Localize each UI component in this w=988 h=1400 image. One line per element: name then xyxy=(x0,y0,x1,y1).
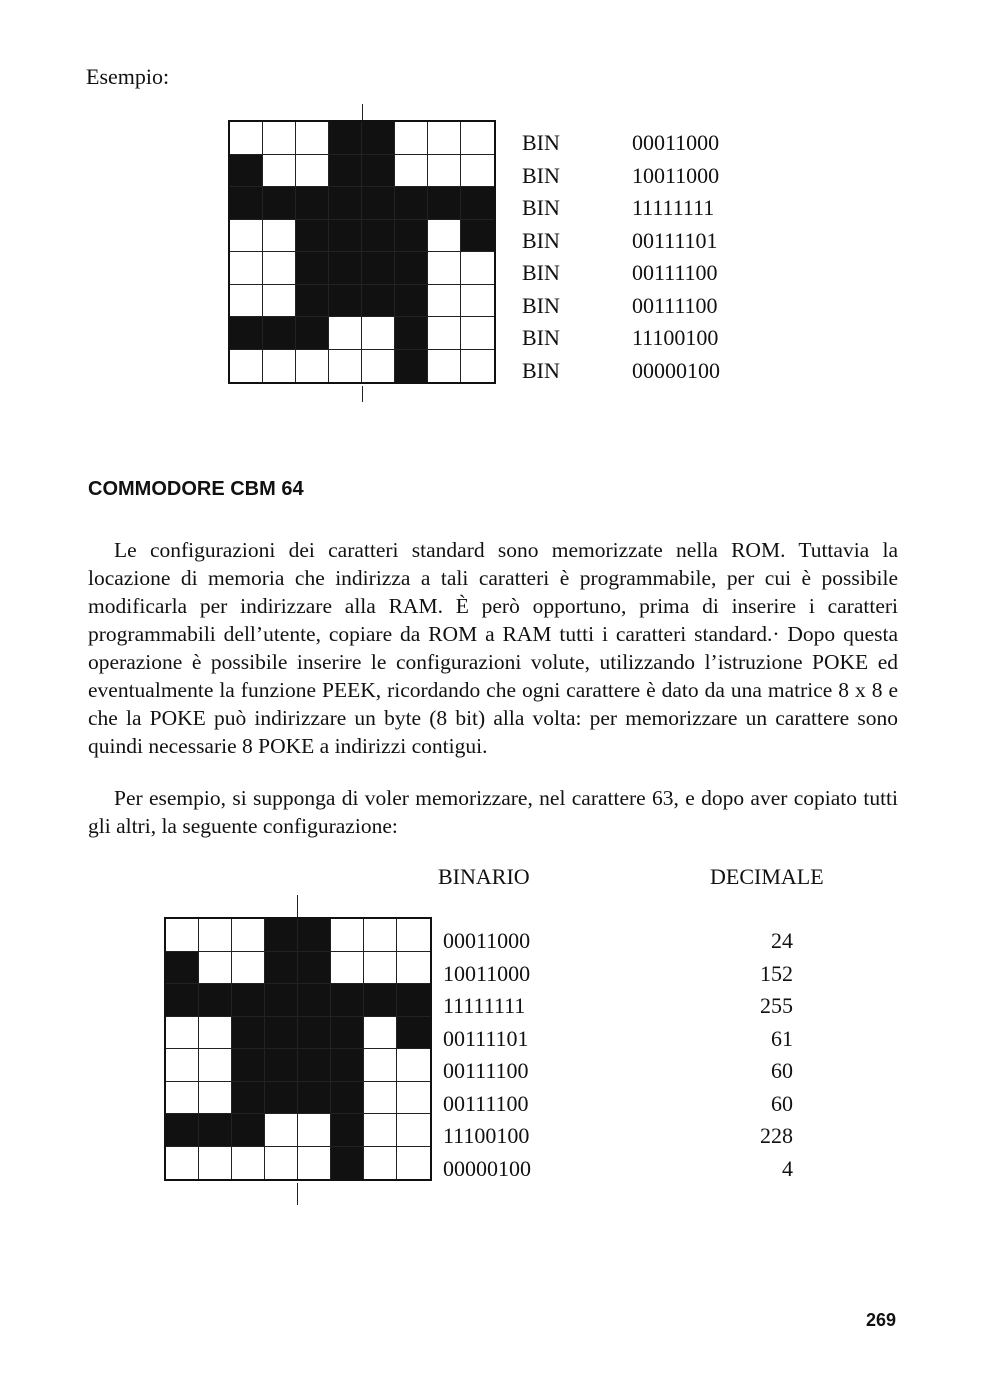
grid1-cell xyxy=(329,122,362,155)
grid2-cell xyxy=(397,1147,430,1180)
grid2-cell xyxy=(298,1114,331,1147)
grid2-cell xyxy=(232,952,265,985)
grid2-cell xyxy=(199,1147,232,1180)
grid1-cell xyxy=(263,187,296,220)
grid1-cell xyxy=(461,252,494,285)
grid1-cell xyxy=(428,252,461,285)
grid1-cell xyxy=(296,350,329,383)
paragraph-1: Le configurazioni dei caratteri standard sono memorizzate nella ROM. Tuttavia la locazione di memoria che indirizza a tali caratteri è programmabile, per cui è possibile modificarla per indirizzare alla RAM. È però opportuno, prima di inserire i caratteri programmabili dell’utente, copiare da ROM a RAM tutti i caratteri standard.· Dopo questa operazione è possibile inserire le configurazioni volute, utilizzando l’istruzione POKE ed eventualmente la funzione PEEK, ricordando che ogni carattere è dato da una matrice 8 x 8 e che la POKE può indirizzare un byte (8 bit) alla volta: per memorizzare un carattere sono quindi necessarie 8 POKE a indirizzi contigui. xyxy=(88,538,898,758)
grid2-cell xyxy=(397,1114,430,1147)
grid1-cell xyxy=(428,187,461,220)
bin-label: BIN xyxy=(522,162,560,188)
grid1-cell xyxy=(362,220,395,253)
grid2-cell xyxy=(232,984,265,1017)
grid1-cell xyxy=(395,122,428,155)
grid2-cell xyxy=(331,1147,364,1180)
grid2-cell xyxy=(364,952,397,985)
grid2-cell xyxy=(166,1017,199,1050)
grid1-cell xyxy=(461,155,494,188)
decimal-cell: 60 xyxy=(771,1090,793,1116)
binary-listing xyxy=(522,127,720,387)
grid1-cell xyxy=(263,122,296,155)
binary-cell: 00000100 xyxy=(443,1155,531,1181)
paragraph-2: Per esempio, si supponga di voler memorizzare, nel carattere 63, e dopo aver copiato tutti gli altri, la seguente configurazione: xyxy=(88,786,898,838)
binary-cell: 11100100 xyxy=(443,1123,530,1148)
bin-label: BIN xyxy=(522,325,560,350)
bin-value: 00111100 xyxy=(632,292,718,318)
grid-top-tick xyxy=(362,104,363,120)
grid2-cell xyxy=(232,919,265,952)
decimal-cell: 152 xyxy=(760,960,793,986)
binary-cell: 00111100 xyxy=(443,1058,529,1083)
binary-cell: 10011000 xyxy=(443,960,531,986)
grid2-cell xyxy=(265,1082,298,1115)
grid1-cell xyxy=(296,187,329,220)
grid2-cell xyxy=(364,1114,397,1147)
grid2-cell xyxy=(166,919,199,952)
grid1-cell xyxy=(395,220,428,253)
grid2-cell xyxy=(364,1147,397,1180)
grid2-cell xyxy=(166,1114,199,1147)
grid2-cell xyxy=(265,1147,298,1180)
grid1-cell xyxy=(329,252,362,285)
grid2-cell xyxy=(265,919,298,952)
grid2-cell xyxy=(331,984,364,1017)
grid2-cell xyxy=(397,1017,430,1050)
binary-row xyxy=(522,192,720,225)
grid2-cell xyxy=(199,1114,232,1147)
grid1-cell xyxy=(428,285,461,318)
grid2-cell xyxy=(166,1082,199,1115)
table-row xyxy=(443,1153,793,1186)
table-row xyxy=(443,958,793,991)
table-row xyxy=(443,1023,793,1056)
grid1-cell xyxy=(362,317,395,350)
grid2-cell xyxy=(232,1114,265,1147)
grid2-cell xyxy=(265,952,298,985)
grid2-cell xyxy=(232,1049,265,1082)
bin-value: 00111101 xyxy=(632,227,718,253)
grid2-cell xyxy=(331,1114,364,1147)
binary-cell: 00011000 xyxy=(443,928,531,953)
bin-value: 00111100 xyxy=(632,260,718,285)
grid1-cell xyxy=(362,122,395,155)
grid2-cell xyxy=(232,1082,265,1115)
header-binary: BINARIO xyxy=(438,864,530,889)
grid2-cell xyxy=(265,1017,298,1050)
grid1-cell xyxy=(296,155,329,188)
grid2-cell xyxy=(298,984,331,1017)
grid1-cell xyxy=(329,220,362,253)
grid2-cell xyxy=(265,1049,298,1082)
bin-label: BIN xyxy=(522,130,560,155)
decimal-cell: 228 xyxy=(760,1123,793,1148)
bin-value: 00011000 xyxy=(632,130,720,155)
grid1-cell xyxy=(362,285,395,318)
grid1-cell xyxy=(395,187,428,220)
grid1-cell xyxy=(329,317,362,350)
grid2-cell xyxy=(199,952,232,985)
intro-label: Esempio: xyxy=(86,64,170,89)
grid2-cell xyxy=(232,1147,265,1180)
binary-row xyxy=(522,290,720,323)
decimal-cell: 60 xyxy=(771,1058,793,1083)
grid1-cell xyxy=(362,252,395,285)
grid2-cell xyxy=(199,1082,232,1115)
grid2-cell xyxy=(331,919,364,952)
table-row xyxy=(443,990,793,1023)
grid2-cell xyxy=(364,984,397,1017)
grid1-cell xyxy=(395,350,428,383)
grid2-cell xyxy=(397,984,430,1017)
grid2-cell xyxy=(265,984,298,1017)
grid1-cell xyxy=(395,252,428,285)
grid2-cell xyxy=(199,919,232,952)
grid1-cell xyxy=(395,285,428,318)
bin-value: 11111111 xyxy=(632,195,715,220)
grid1-cell xyxy=(428,122,461,155)
grid1-cell xyxy=(230,285,263,318)
binary-row xyxy=(522,257,720,290)
grid1-cell xyxy=(230,220,263,253)
grid1-cell xyxy=(461,122,494,155)
bin-value: 10011000 xyxy=(632,162,720,188)
grid1-cell xyxy=(263,220,296,253)
decimal-cell: 255 xyxy=(760,993,793,1018)
grid2-cell xyxy=(265,1114,298,1147)
grid1-cell xyxy=(329,350,362,383)
grid1-cell xyxy=(296,285,329,318)
binary-cell: 00111101 xyxy=(443,1025,529,1051)
grid1-cell xyxy=(263,350,296,383)
bin-value: 11100100 xyxy=(632,325,719,350)
character-grid-example xyxy=(228,120,496,384)
grid1-cell xyxy=(329,285,362,318)
grid1-cell xyxy=(362,350,395,383)
grid1-cell xyxy=(329,155,362,188)
grid1-cell xyxy=(230,317,263,350)
grid2-bottom-tick xyxy=(297,1183,298,1205)
section-title: COMMODORE CBM 64 xyxy=(88,478,304,500)
grid1-cell xyxy=(230,122,263,155)
binary-row xyxy=(522,127,720,160)
grid1-cell xyxy=(263,317,296,350)
binary-row xyxy=(522,160,720,193)
grid1-cell xyxy=(230,187,263,220)
grid2-cell xyxy=(331,952,364,985)
grid2-cell xyxy=(298,1017,331,1050)
grid1-cell xyxy=(296,252,329,285)
decimal-cell: 4 xyxy=(782,1155,793,1181)
grid2-cell xyxy=(166,984,199,1017)
grid2-cell xyxy=(232,1017,265,1050)
grid1-cell xyxy=(362,187,395,220)
table-row xyxy=(443,925,793,958)
grid1-cell xyxy=(428,155,461,188)
grid2-cell xyxy=(331,1082,364,1115)
grid1-cell xyxy=(296,122,329,155)
binary-decimal-table xyxy=(443,925,793,1185)
grid1-cell xyxy=(461,317,494,350)
grid1-cell xyxy=(461,350,494,383)
grid1-cell xyxy=(296,220,329,253)
grid1-cell xyxy=(461,187,494,220)
grid1-cell xyxy=(296,317,329,350)
grid1-cell xyxy=(428,317,461,350)
grid2-cell xyxy=(199,984,232,1017)
grid2-cell xyxy=(298,1082,331,1115)
bin-value: 00000100 xyxy=(632,357,720,383)
decimal-cell: 61 xyxy=(771,1025,793,1051)
grid2-cell xyxy=(364,1082,397,1115)
decimal-cell: 24 xyxy=(771,928,793,953)
table-row xyxy=(443,1088,793,1121)
binary-cell: 00111100 xyxy=(443,1090,529,1116)
grid2-cell xyxy=(298,919,331,952)
bin-label: BIN xyxy=(522,292,560,318)
grid2-cell xyxy=(331,1017,364,1050)
grid1-cell xyxy=(230,252,263,285)
grid2-cell xyxy=(364,1017,397,1050)
grid1-cell xyxy=(428,220,461,253)
grid1-cell xyxy=(395,155,428,188)
grid2-cell xyxy=(331,1049,364,1082)
bin-label: BIN xyxy=(522,357,560,383)
grid2-cell xyxy=(166,1147,199,1180)
grid2-cell xyxy=(397,919,430,952)
grid1-cell xyxy=(263,285,296,318)
grid-bottom-tick xyxy=(362,386,363,402)
grid1-cell xyxy=(461,285,494,318)
table-row xyxy=(443,1120,793,1153)
grid2-cell xyxy=(397,1049,430,1082)
grid2-cell xyxy=(166,952,199,985)
grid2-cell xyxy=(298,952,331,985)
table-row xyxy=(443,1055,793,1088)
grid2-cell xyxy=(397,952,430,985)
binary-row xyxy=(522,322,720,355)
grid2-cell xyxy=(166,1049,199,1082)
grid2-cell xyxy=(298,1049,331,1082)
grid1-cell xyxy=(263,252,296,285)
grid1-cell xyxy=(395,317,428,350)
binary-row xyxy=(522,225,720,258)
bin-label: BIN xyxy=(522,260,560,285)
grid1-cell xyxy=(428,350,461,383)
character-grid-configuration xyxy=(164,917,432,1181)
grid2-cell xyxy=(364,1049,397,1082)
grid1-cell xyxy=(230,350,263,383)
header-decimal: DECIMALE xyxy=(710,864,824,889)
bin-label: BIN xyxy=(522,227,560,253)
grid2-cell xyxy=(364,919,397,952)
grid1-cell xyxy=(461,220,494,253)
grid2-cell xyxy=(298,1147,331,1180)
grid2-cell xyxy=(397,1082,430,1115)
grid2-cell xyxy=(199,1049,232,1082)
grid2-top-tick xyxy=(297,895,298,917)
bin-label: BIN xyxy=(522,195,560,220)
binary-cell: 11111111 xyxy=(443,993,526,1018)
grid1-cell xyxy=(329,187,362,220)
binary-row xyxy=(522,355,720,388)
grid2-cell xyxy=(199,1017,232,1050)
grid1-cell xyxy=(230,155,263,188)
grid1-cell xyxy=(362,155,395,188)
grid1-cell xyxy=(263,155,296,188)
page-number: 269 xyxy=(866,1310,897,1330)
